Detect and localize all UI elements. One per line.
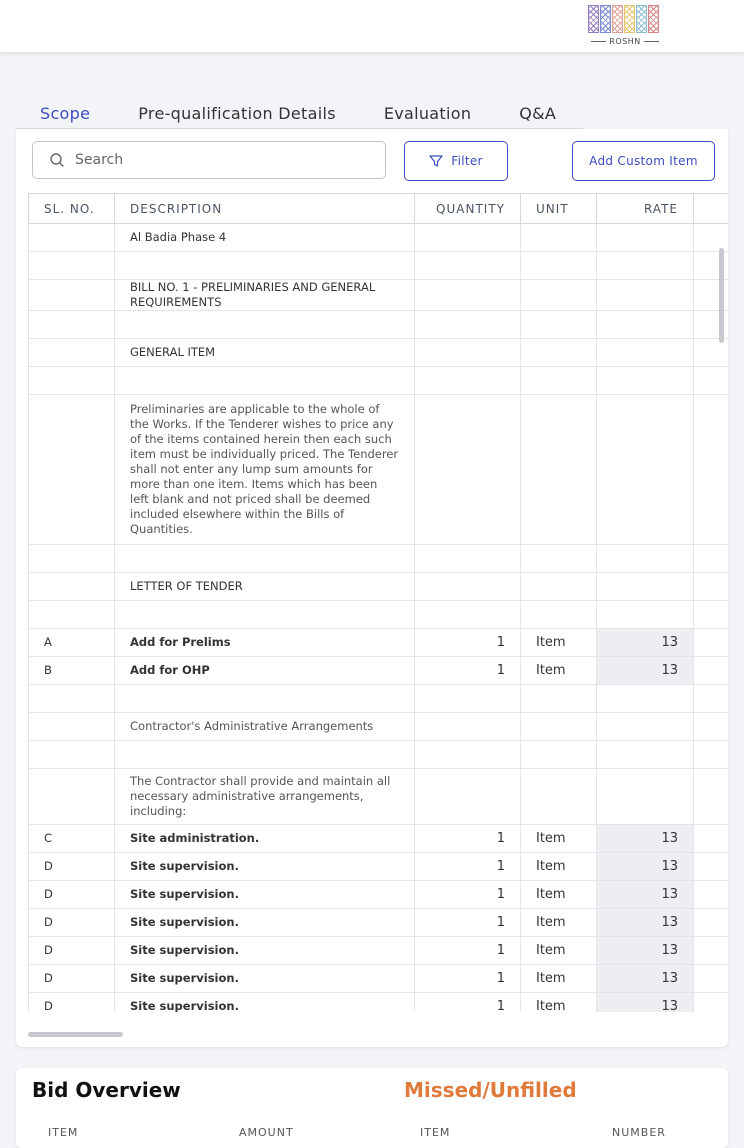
cell-extra (694, 339, 729, 367)
cell-extra (694, 573, 729, 601)
cell-sl-no (29, 685, 115, 713)
tab-scope[interactable]: Scope (16, 96, 114, 132)
cell-sl-no (29, 280, 115, 311)
cell-sl-no: D (29, 909, 115, 937)
cell-extra (694, 601, 729, 629)
table-row[interactable] (29, 545, 729, 573)
cell-extra (694, 657, 729, 685)
cell-sl-no: B (29, 657, 115, 685)
cell-unit: Item (521, 937, 597, 965)
cell-sl-no (29, 224, 115, 252)
cell-sl-no (29, 713, 115, 741)
cell-extra (694, 853, 729, 881)
cell-unit: Item (521, 657, 597, 685)
cell-quantity (415, 367, 521, 395)
cell-quantity: 1 (415, 937, 521, 965)
cell-extra (694, 545, 729, 573)
cell-quantity: 1 (415, 965, 521, 993)
cell-extra (694, 629, 729, 657)
cell-extra (694, 741, 729, 769)
column-header-description[interactable]: DESCRIPTION (115, 194, 415, 224)
cell-rate (597, 367, 694, 395)
cell-extra (694, 965, 729, 993)
cell-description: Site administration. (115, 825, 415, 853)
cell-quantity (415, 280, 521, 311)
cell-quantity: 1 (415, 853, 521, 881)
cell-rate (597, 601, 694, 629)
cell-quantity: 1 (415, 909, 521, 937)
column-header-sl-no[interactable]: SL. NO. (29, 194, 115, 224)
bid-overview-title: Bid Overview (32, 1078, 181, 1102)
filter-button[interactable] (404, 141, 508, 181)
cell-rate (597, 339, 694, 367)
cell-sl-no (29, 395, 115, 545)
cell-description: Site supervision. (115, 881, 415, 909)
search-input[interactable] (73, 151, 367, 169)
cell-sl-no (29, 311, 115, 339)
cell-rate[interactable]: 13 (597, 937, 694, 965)
cell-unit (521, 741, 597, 769)
cell-quantity: 1 (415, 993, 521, 1013)
table-row[interactable] (29, 629, 729, 657)
table-row[interactable] (29, 339, 729, 367)
cell-rate[interactable]: 13 (597, 909, 694, 937)
cell-quantity (415, 741, 521, 769)
cell-extra (694, 937, 729, 965)
cell-unit: Item (521, 881, 597, 909)
table-row[interactable] (29, 853, 729, 881)
cell-unit (521, 601, 597, 629)
cell-description: Site supervision. (115, 993, 415, 1013)
tab-evaluation[interactable]: Evaluation (383, 104, 472, 123)
cell-quantity (415, 339, 521, 367)
cell-description: Site supervision. (115, 909, 415, 937)
add-custom-item-button[interactable]: Add Custom Item (572, 141, 715, 181)
cell-rate[interactable]: 13 (597, 853, 694, 881)
cell-unit (521, 395, 597, 545)
table-row[interactable] (29, 367, 729, 395)
cell-quantity: 1 (415, 881, 521, 909)
cell-description: Contractor's Administrative Arrangements (115, 713, 415, 741)
missed-unfilled-title: Missed/Unfilled (404, 1078, 577, 1102)
table-row[interactable] (29, 395, 729, 545)
cell-rate (597, 280, 694, 311)
cell-rate (597, 685, 694, 713)
cell-sl-no (29, 367, 115, 395)
table-row[interactable] (29, 909, 729, 937)
cell-description: Add for OHP (115, 657, 415, 685)
cell-description: The Contractor shall provide and maintain all necessary administrative arrangements, including: (115, 769, 415, 825)
scope-table (28, 193, 728, 1012)
cell-sl-no (29, 573, 115, 601)
cell-sl-no (29, 252, 115, 280)
cell-extra (694, 224, 729, 252)
cell-rate[interactable]: 13 (597, 629, 694, 657)
table-row[interactable] (29, 741, 729, 769)
table-row[interactable] (29, 685, 729, 713)
cell-sl-no (29, 601, 115, 629)
cell-quantity (415, 601, 521, 629)
table-row[interactable] (29, 280, 729, 311)
cell-quantity (415, 252, 521, 280)
table-row[interactable] (29, 573, 729, 601)
cell-description: Preliminaries are applicable to the whole of the Works. If the Tenderer wishes to price any of the items contained herein then each such item must be individually priced. The Tenderer shall not enter any lump sum amounts for more than one item. Items which has been left blank and not priced shall be deemed included elsewhere within the Bills of Quantities. (115, 395, 415, 545)
missed-col-item: ITEM (420, 1126, 451, 1139)
column-header-unit[interactable]: UNIT (521, 194, 597, 224)
table-row[interactable] (29, 993, 729, 1013)
cell-rate (597, 224, 694, 252)
cell-rate (597, 545, 694, 573)
cell-rate[interactable]: 13 (597, 993, 694, 1013)
cell-extra (694, 909, 729, 937)
cell-unit: Item (521, 965, 597, 993)
cell-unit: Item (521, 825, 597, 853)
scope-card (16, 129, 728, 1047)
table-header-row (29, 194, 729, 224)
cell-rate (597, 741, 694, 769)
cell-rate (597, 573, 694, 601)
cell-rate[interactable]: 13 (597, 881, 694, 909)
cell-sl-no: D (29, 965, 115, 993)
cell-description (115, 311, 415, 339)
cell-description (115, 545, 415, 573)
cell-unit: Item (521, 629, 597, 657)
tab-bar (16, 96, 580, 130)
search-icon (49, 152, 65, 168)
cell-description: Al Badia Phase 4 (115, 224, 415, 252)
cell-unit (521, 545, 597, 573)
cell-quantity (415, 311, 521, 339)
tab-pre-qualification-details[interactable]: Pre-qualification Details (138, 104, 336, 123)
cell-unit (521, 573, 597, 601)
cell-extra (694, 881, 729, 909)
table-row[interactable] (29, 769, 729, 825)
column-header-extra (694, 194, 729, 224)
table-row[interactable] (29, 601, 729, 629)
cell-rate (597, 311, 694, 339)
cell-rate[interactable]: 13 (597, 657, 694, 685)
missed-col-number: NUMBER (612, 1126, 666, 1139)
cell-description: Site supervision. (115, 937, 415, 965)
cell-extra (694, 825, 729, 853)
cell-unit: Item (521, 993, 597, 1013)
cell-extra (694, 395, 729, 545)
table-row[interactable] (29, 657, 729, 685)
cell-rate (597, 769, 694, 825)
cell-unit (521, 252, 597, 280)
cell-description: BILL NO. 1 - PRELIMINARIES AND GENERAL REQUIREMENTS (115, 280, 415, 311)
cell-unit (521, 685, 597, 713)
cell-quantity: 1 (415, 629, 521, 657)
cell-description: Add for Prelims (115, 629, 415, 657)
cell-quantity (415, 545, 521, 573)
cell-sl-no: A (29, 629, 115, 657)
cell-rate (597, 713, 694, 741)
cell-rate[interactable]: 13 (597, 825, 694, 853)
vertical-scrollbar[interactable] (719, 248, 724, 343)
cell-sl-no: D (29, 993, 115, 1013)
roshn-logo[interactable] (588, 5, 662, 51)
cell-extra (694, 713, 729, 741)
cell-sl-no (29, 339, 115, 367)
cell-sl-no (29, 741, 115, 769)
cell-unit (521, 224, 597, 252)
cell-unit: Item (521, 909, 597, 937)
table-row[interactable] (29, 252, 729, 280)
cell-unit (521, 339, 597, 367)
table-row[interactable] (29, 713, 729, 741)
top-bar (0, 0, 744, 52)
horizontal-scrollbar[interactable] (28, 1032, 123, 1037)
table-row[interactable] (29, 881, 729, 909)
cell-quantity (415, 573, 521, 601)
cell-quantity: 1 (415, 825, 521, 853)
cell-rate[interactable]: 13 (597, 965, 694, 993)
cell-description (115, 367, 415, 395)
cell-sl-no (29, 545, 115, 573)
cell-quantity (415, 713, 521, 741)
cell-unit (521, 367, 597, 395)
table-row[interactable] (29, 311, 729, 339)
cell-extra (694, 685, 729, 713)
cell-extra (694, 367, 729, 395)
cell-quantity (415, 395, 521, 545)
cell-sl-no: C (29, 825, 115, 853)
cell-unit (521, 713, 597, 741)
scope-table-wrapper[interactable] (28, 193, 728, 1012)
cell-extra (694, 769, 729, 825)
cell-sl-no: D (29, 881, 115, 909)
tab-qa[interactable]: Q&A (519, 104, 557, 123)
cell-extra (694, 993, 729, 1013)
table-row[interactable] (29, 965, 729, 993)
cell-sl-no (29, 769, 115, 825)
cell-quantity (415, 685, 521, 713)
logo-pattern (588, 5, 662, 33)
logo-text: ROSHN (588, 37, 662, 46)
column-header-rate[interactable]: RATE (597, 194, 694, 224)
cell-description: GENERAL ITEM (115, 339, 415, 367)
cell-quantity (415, 224, 521, 252)
cell-description: LETTER OF TENDER (115, 573, 415, 601)
table-row[interactable] (29, 825, 729, 853)
cell-description (115, 741, 415, 769)
cell-unit (521, 311, 597, 339)
cell-description (115, 252, 415, 280)
cell-sl-no: D (29, 853, 115, 881)
cell-description: Site supervision. (115, 853, 415, 881)
column-header-quantity[interactable]: QUANTITY (415, 194, 521, 224)
search-box[interactable] (32, 141, 386, 179)
cell-unit (521, 769, 597, 825)
cell-unit (521, 280, 597, 311)
filter-button-label: Filter (451, 154, 483, 168)
bid-overview-card (16, 1068, 728, 1148)
cell-rate (597, 395, 694, 545)
cell-description (115, 685, 415, 713)
table-row[interactable] (29, 224, 729, 252)
bid-col-item: ITEM (48, 1126, 79, 1139)
cell-description (115, 601, 415, 629)
cell-quantity (415, 769, 521, 825)
cell-description: Site supervision. (115, 965, 415, 993)
cell-rate (597, 252, 694, 280)
table-body (29, 224, 729, 1013)
cell-quantity: 1 (415, 657, 521, 685)
bid-col-amount: AMOUNT (239, 1126, 294, 1139)
table-row[interactable] (29, 937, 729, 965)
cell-unit: Item (521, 853, 597, 881)
filter-icon (429, 154, 443, 168)
cell-sl-no: D (29, 937, 115, 965)
